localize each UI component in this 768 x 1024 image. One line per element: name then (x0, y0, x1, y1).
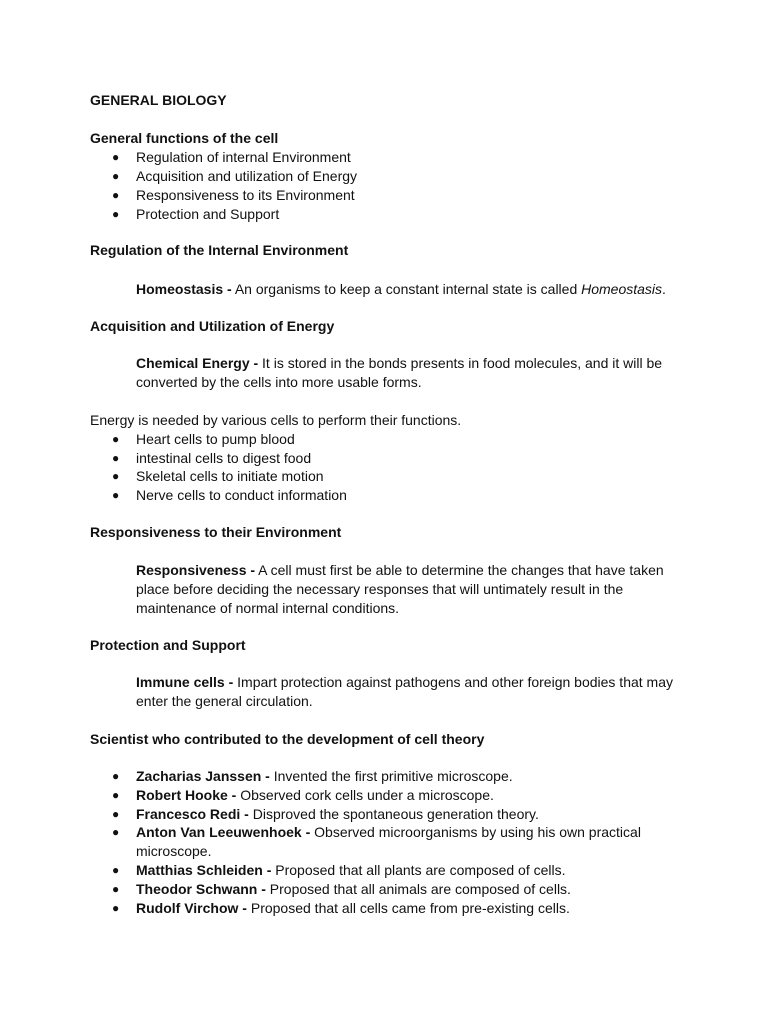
section-heading-protection: Protection and Support (90, 637, 246, 653)
list-item: ● Protection and Support (112, 206, 280, 222)
list-item: ● intestinal cells to digest food (112, 450, 312, 466)
list-item: ● Matthias Schleiden - Proposed that all plants are composed of cells. (112, 862, 566, 878)
list-item: ● Skeletal cells to initiate motion (112, 468, 324, 484)
definition-immune-cells: Immune cells - Impart protection against pathogens and other foreign bodies that may enter the general circulation. (136, 674, 673, 709)
bullet-icon: ● (112, 451, 120, 465)
bullet-icon: ● (112, 769, 120, 783)
document-title: GENERAL BIOLOGY (90, 92, 227, 108)
section-heading-scientists: Scientist who contributed to the development of cell theory (90, 731, 485, 747)
bullet-icon: ● (112, 469, 120, 483)
bullet-icon: ● (112, 188, 120, 202)
list-item: ● Francesco Redi - Disproved the spontaneous generation theory. (112, 806, 539, 822)
list-item: ● Rudolf Virchow - Proposed that all cells came from pre-existing cells. (112, 900, 570, 916)
section-heading-responsiveness: Responsiveness to their Environment (90, 524, 342, 540)
section-heading-general-functions: General functions of the cell (90, 130, 279, 146)
energy-intro: Energy is needed by various cells to perform their functions. (90, 412, 462, 428)
list-item: ● Theodor Schwann - Proposed that all animals are composed of cells. (112, 881, 571, 897)
bullet-icon: ● (112, 432, 120, 446)
list-item: ● Responsiveness to its Environment (112, 187, 355, 203)
list-item: ● Zacharias Janssen - Invented the first primitive microscope. (112, 768, 513, 784)
section-heading-regulation: Regulation of the Internal Environment (90, 242, 349, 258)
bullet-icon: ● (112, 169, 120, 183)
list-item: ● Regulation of internal Environment (112, 149, 351, 165)
list-item: ● Robert Hooke - Observed cork cells under a microscope. (112, 787, 494, 803)
bullet-icon: ● (112, 488, 120, 502)
bullet-icon: ● (112, 788, 120, 802)
list-item: ● Anton Van Leeuwenhoek - Observed microorganisms by using his own practical microscope. (112, 824, 641, 859)
bullet-icon: ● (112, 901, 120, 915)
bullet-icon: ● (112, 807, 120, 821)
list-item: ● Acquisition and utilization of Energy (112, 168, 358, 184)
definition-homeostasis: Homeostasis - An organisms to keep a constant internal state is called Homeostasis. (136, 281, 666, 297)
bullet-icon: ● (112, 882, 120, 896)
bullet-icon: ● (112, 825, 120, 839)
bullet-icon: ● (112, 150, 120, 164)
section-heading-acquisition: Acquisition and Utilization of Energy (90, 318, 335, 334)
definition-responsiveness: Responsiveness - A cell must first be able to determine the changes that have taken place before deciding the necessary responses that will untimately result in the maintenance of normal internal conditions. (136, 562, 664, 616)
definition-chemical-energy: Chemical Energy - It is stored in the bonds presents in food molecules, and it will be converted by the cells into more usable forms. (136, 355, 663, 390)
bullet-icon: ● (112, 863, 120, 877)
list-item: ● Nerve cells to conduct information (112, 487, 347, 503)
list-item: ● Heart cells to pump blood (112, 431, 295, 447)
bullet-icon: ● (112, 207, 120, 221)
